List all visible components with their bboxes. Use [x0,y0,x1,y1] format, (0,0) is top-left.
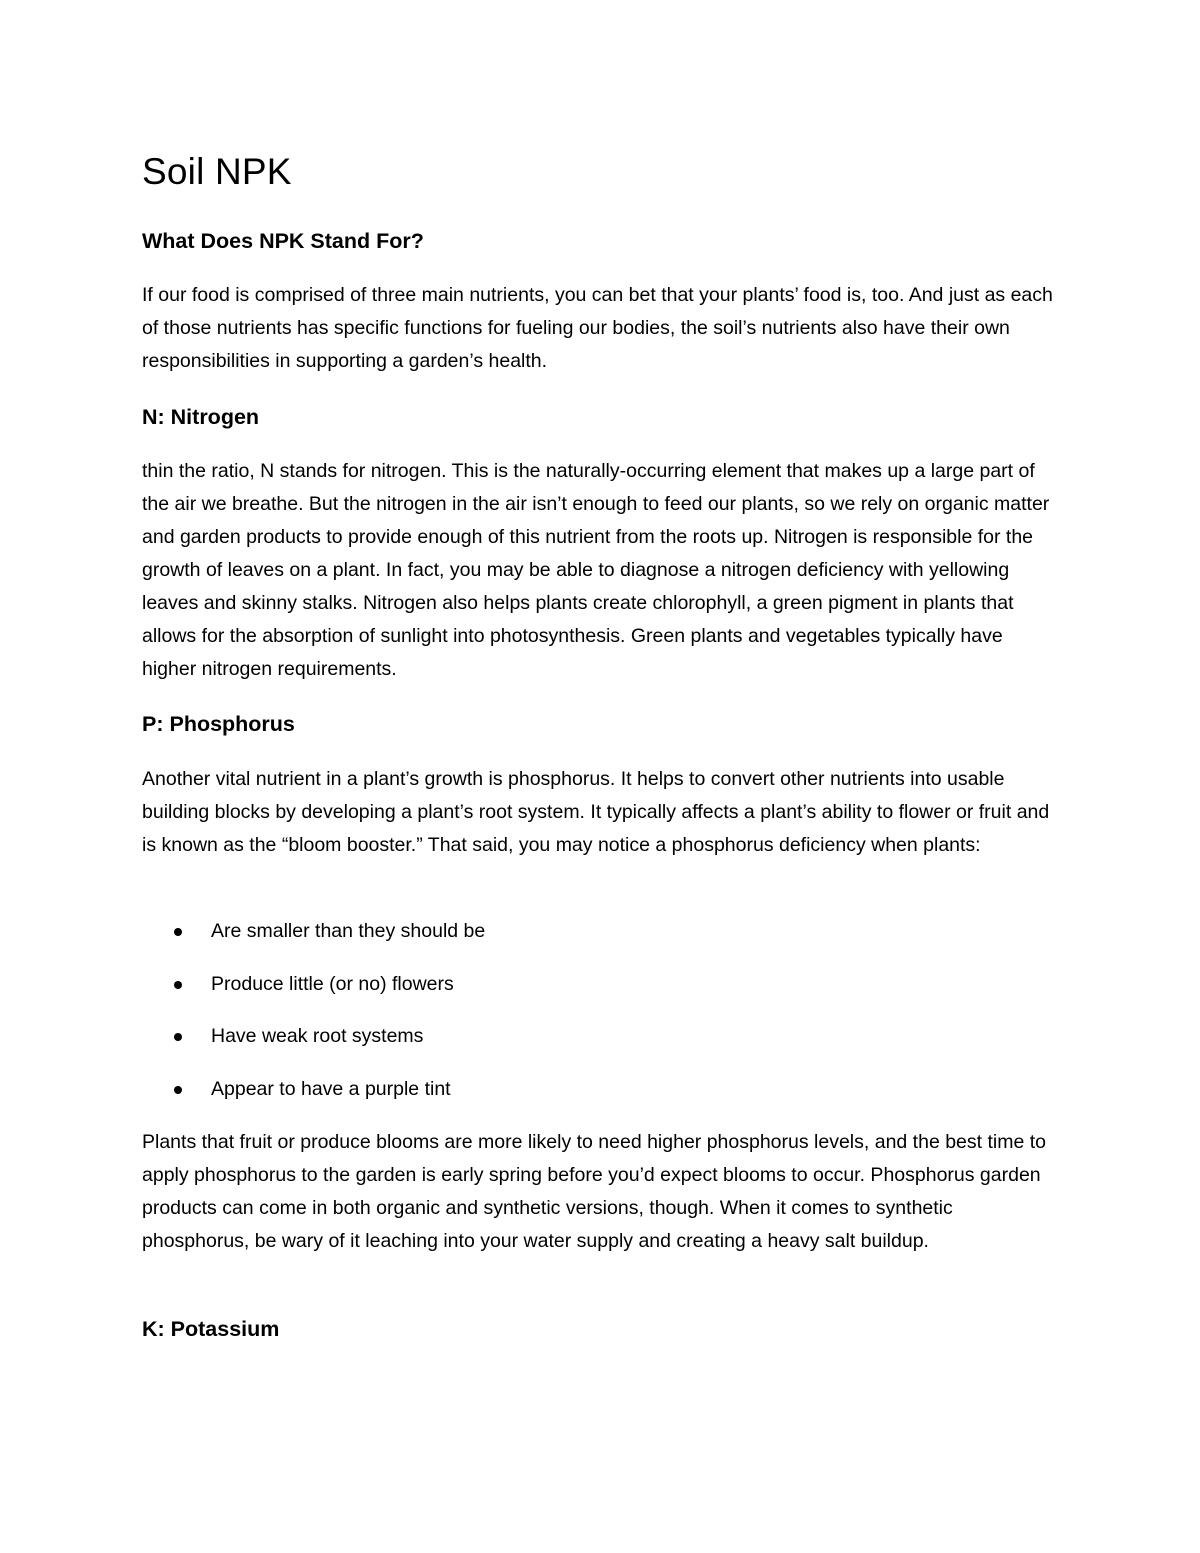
list-item-text: Produce little (or no) flowers [211,972,454,995]
list-item-text: Have weak root systems [211,1025,424,1047]
phosphorus-deficiency-list [142,916,1042,1126]
heading-potassium: K: Potassium [142,1317,280,1341]
bullet-icon [174,928,182,936]
intro-paragraph: If our food is comprised of three main nutrients, you can bet that your plants’ food is, too. And just as each of those nutrients has specific functions for fueling our bodies, the soil’s nutrients also have their own responsibilities in supporting a garden’s health. [142,284,1053,372]
list-item-text: Appear to have a purple tint [211,1077,451,1100]
nitrogen-paragraph: thin the ratio, N stands for nitrogen. This is the naturally-occurring element that makes up a large part of the air we breathe. But the nitrogen in the air isn’t enough to feed our plants, so we rely on organic matter and garden products to provide enough of this nutrient from the roots up. Nitrogen is responsible for the growth of leaves on a plant. In fact, you may be able to diagnose a nitrogen deficiency with yellowing leaves and skinny stalks. Nitrogen also helps plants create chlorophyll, a green pigment in plants that allows for the absorption of sunlight into photosynthesis. Green plants and vegetables typically have higher nitrogen requirements. [142,460,1050,680]
page-title: Soil NPK [142,151,292,192]
heading-nitrogen: N: Nitrogen [142,405,260,429]
bullet-icon [174,1033,182,1041]
phosphorus-paragraph-2: Plants that fruit or produce blooms are more likely to need higher phosphorus levels, and the best time to apply phosphorus to the garden is early spring before you’d expect blooms to occur. Phosphorus garden products can come in both organic and synthetic versions, though. When it comes to synthetic phosphorus, be wary of it leaching into your water supply and creating a heavy salt buildup. [142,1131,1046,1252]
heading-phosphorus: P: Phosphorus [142,712,295,736]
list-item [142,1074,1042,1127]
bullet-icon [174,981,182,989]
list-item [142,969,1042,1022]
heading-what-does-npk-stand-for: What Does NPK Stand For? [142,229,424,253]
bullet-icon [174,1086,182,1094]
list-item [142,916,1042,969]
list-item-text: Are smaller than they should be [211,920,486,942]
phosphorus-paragraph: Another vital nutrient in a plant’s growth is phosphorus. It helps to convert other nutrients into usable building blocks by developing a plant’s root system. It typically affects a plant’s ability to flower or fruit and is known as the “bloom booster.” That said, you may notice a phosphorus deficiency when plants: [142,768,1050,856]
list-item [142,1021,1042,1074]
